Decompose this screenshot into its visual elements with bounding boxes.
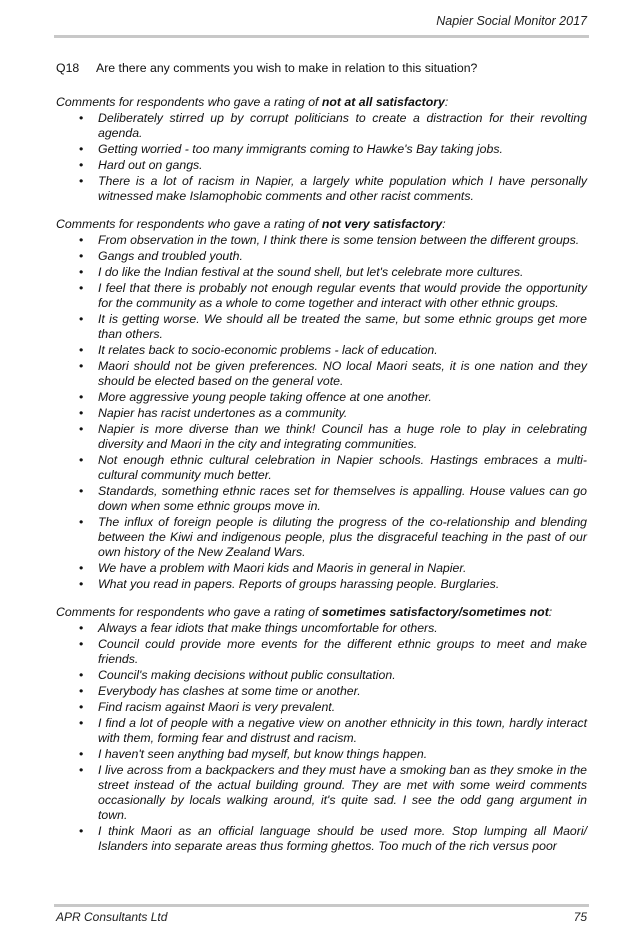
comment-section [56,604,587,854]
comment-item: • It is getting worse. We should all be treated the same, but some ethnic groups get more than others. [56,312,587,342]
comment-item: • I find a lot of people with a negative view on another ethnicity in this town, hardly interact with them, forming fear and distrust and racism. [56,716,587,746]
comment-item: • Getting worried - too many immigrants coming to Hawke's Bay taking jobs. [56,142,587,157]
question-text: Are there any comments you wish to make in relation to this situation? [96,61,478,75]
comment-item: • Council's making decisions without public consultation. [56,668,587,683]
comment-item: • Standards, something ethnic races set for themselves is appalling. House values can go down when some ethnic groups move in. [56,484,587,514]
comment-item: • From observation in the town, I think there is some tension between the different groups. [56,233,587,248]
comment-section [56,94,587,204]
comment-list [56,233,587,592]
page-number: 75 [573,910,587,924]
header-divider [54,35,589,38]
comment-item: • I haven't seen anything bad myself, but know things happen. [56,747,587,762]
section-intro-suffix: : [548,605,553,619]
section-intro-prefix: Comments for respondents who gave a rating of [56,95,322,109]
comment-item: • Gangs and troubled youth. [56,249,587,264]
comment-item: • I live across from a backpackers and they must have a smoking ban as they smoke in the street instead of the actual building ground. They are met with some weird comments occasionally by locals walking around, it's quite sad. I see the odd gang argument in town. [56,763,587,823]
comment-item: • I do like the Indian festival at the sound shell, but let's celebrate more cultures. [56,265,587,280]
section-intro [56,604,587,620]
section-intro [56,94,587,110]
section-intro-prefix: Comments for respondents who gave a rating of [56,605,322,619]
comment-item: • Napier has racist undertones as a community. [56,406,587,421]
comment-list [56,621,587,854]
rating-label: not very satisfactory [321,217,443,231]
comment-item: • Always a fear idiots that make things uncomfortable for others. [56,621,587,636]
rating-label: not at all satisfactory [321,95,445,109]
page-header-title: Napier Social Monitor 2017 [436,14,587,28]
comment-item: • We have a problem with Maori kids and Maoris in general in Napier. [56,561,587,576]
comment-item: • Deliberately stirred up by corrupt politicians to create a distraction for their revolting agenda. [56,111,587,141]
comment-item: • Maori should not be given preferences. NO local Maori seats, it is one nation and they should be elected based on the general vote. [56,359,587,389]
question-number: Q18 [56,61,80,75]
comment-item: • Napier is more diverse than we think! Council has a huge role to play in celebrating diversity and Maori in the city and integrating communities. [56,422,587,452]
comment-section [56,216,587,592]
comment-item: • It relates back to socio-economic problems - lack of education. [56,343,587,358]
comment-item: • The influx of foreign people is diluting the progress of the co-relationship and blending between the Kiwi and indigenous people, plus the disgraceful teaching in the past of our own history of the New Zealand Wars. [56,515,587,560]
comment-item: • More aggressive young people taking offence at one another. [56,390,587,405]
footer-company: APR Consultants Ltd [56,910,168,924]
section-intro-suffix: : [442,217,446,231]
section-intro [56,216,587,232]
comment-item: • I feel that there is probably not enough regular events that would provide the opportunity for the community as a whole to come together and interact with other ethnic groups. [56,281,587,311]
comment-sections [56,94,587,854]
comment-item: • Everybody has clashes at some time or another. [56,684,587,699]
question [56,60,587,76]
comment-list [56,111,587,204]
comment-item: • Not enough ethnic cultural celebration in Napier schools. Hastings embraces a multi-cultural community much better. [56,453,587,483]
rating-label: sometimes satisfactory/sometimes not [321,605,549,619]
footer-divider [54,904,589,907]
section-intro-prefix: Comments for respondents who gave a rating of [56,217,322,231]
comment-item: • Hard out on gangs. [56,158,587,173]
page-content [56,60,587,866]
comment-item: • What you read in papers. Reports of groups harassing people. Burglaries. [56,577,587,592]
comment-item: • Find racism against Maori is very prevalent. [56,700,587,715]
comment-item: • There is a lot of racism in Napier, a largely white population which I have personally witnessed make Islamophobic comments and other racist comments. [56,174,587,204]
section-intro-suffix: : [444,95,449,109]
comment-item: • I think Maori as an official language should be used more. Stop lumping all Maori/ Islanders into separate areas thus forming ghettos. Too much of the rich versus poor [56,824,587,854]
comment-item: • Council could provide more events for the different ethnic groups to meet and make friends. [56,637,587,667]
